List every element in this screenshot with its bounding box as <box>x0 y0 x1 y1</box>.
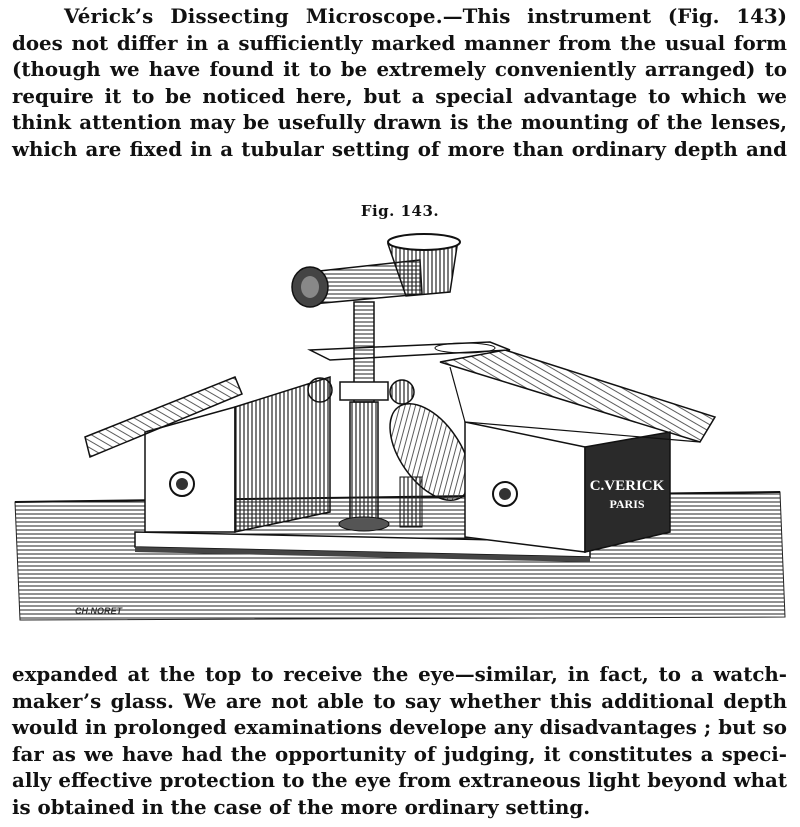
paragraph-line: which are fixed in a tubular setting of more than ordinary depth and <box>12 136 787 161</box>
paragraph-line: far as we have had the opportunity of judging, it constitutes a speci- <box>12 741 787 766</box>
bottom-paragraph <box>12 661 787 820</box>
lens-arm <box>292 234 460 307</box>
paragraph-line: expanded at the top to receive the eye—similar, in fact, to a watch- <box>12 662 787 686</box>
paragraph-line: does not differ in a sufficiently marked manner from the usual form <box>12 30 787 55</box>
engraver-signature: CH.NORET <box>75 606 122 616</box>
focus-knob-right <box>390 380 414 404</box>
paragraph-line: is obtained in the case of the more ordinary setting. <box>12 794 591 819</box>
focus-knob-left <box>308 378 332 402</box>
top-paragraph <box>12 3 787 162</box>
heading-continuation: —This instrument (Fig. 143) <box>442 4 787 28</box>
paragraph-line: ally effective protection to the eye from extraneous light beyond what <box>12 768 787 792</box>
paragraph-line: think attention may be usefully drawn is the mounting of the lenses, <box>12 110 787 134</box>
eyepiece-rim <box>388 234 460 250</box>
paragraph-line: (though we have found it to be extremely conveniently arranged) to <box>12 57 787 81</box>
paragraph-line: would in prolonged examinations develope any disadvantages ; but so <box>12 715 787 739</box>
paragraph-line: maker’s glass. We are not able to say whether this additional depth <box>12 688 787 713</box>
section-heading: Vérick’s Dissecting Microscope. <box>64 4 443 28</box>
figure-caption: Fig. 143. <box>360 202 440 220</box>
paragraph-line: require it to be noticed here, but a special advantage to which we <box>12 83 787 108</box>
figure-illustration <box>10 232 790 632</box>
stamp-line-1: C.VERICK <box>589 478 665 494</box>
stamp-line-2: PARIS <box>609 497 645 511</box>
paragraph-line <box>12 3 787 30</box>
